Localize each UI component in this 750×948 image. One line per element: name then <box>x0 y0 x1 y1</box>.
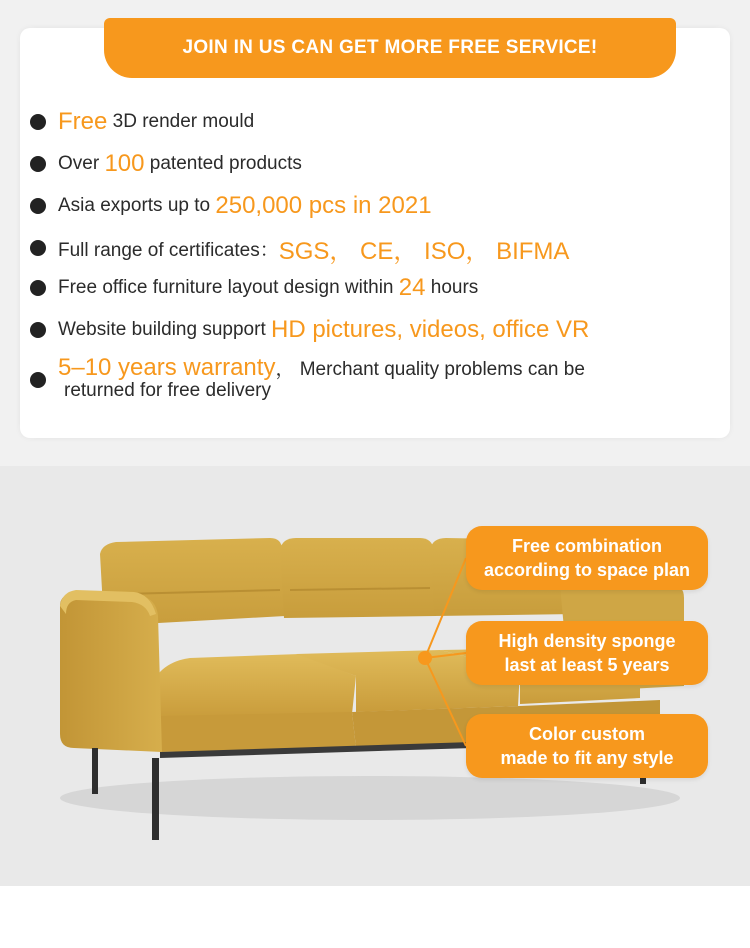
feature-item <box>30 354 585 414</box>
feature-text: patented products <box>144 153 302 174</box>
feature-highlight: Free <box>58 108 108 135</box>
feature-highlight: SGS， CE， ISO， BIFMA <box>278 237 570 265</box>
bullet-icon <box>30 198 46 214</box>
bottom-margin <box>0 886 750 948</box>
callout-line: High density sponge <box>498 631 676 651</box>
feature-text: 3D render mould <box>107 111 255 132</box>
feature-highlight: 100 <box>104 150 145 177</box>
callout-color <box>466 714 708 778</box>
callout-line: made to fit any style <box>500 748 674 768</box>
feature-item <box>30 104 254 140</box>
feature-highlight: 5–10 years warranty <box>58 354 276 381</box>
feature-text: Asia exports up to <box>58 195 216 216</box>
feature-item <box>30 186 432 226</box>
feature-text: hours <box>425 277 479 298</box>
feature-highlight: HD pictures, videos, office VR <box>271 316 590 343</box>
feature-highlight: 250,000 pcs in 2021 <box>215 192 432 219</box>
bullet-icon <box>30 156 46 172</box>
feature-text-continued: returned for free delivery <box>64 380 271 401</box>
feature-text: Website building support <box>58 319 271 340</box>
feature-text: Full range of certificates： <box>58 239 279 261</box>
banner-title: JOIN IN US CAN GET MORE FREE SERVICE! <box>182 37 598 58</box>
bullet-icon <box>30 372 46 388</box>
bullet-icon <box>30 114 46 130</box>
product-scene <box>0 466 750 886</box>
feature-text: ， Merchant quality problems can be <box>275 359 585 380</box>
callout-line: last at least 5 years <box>504 655 670 675</box>
bullet-icon <box>30 240 46 256</box>
callout-combination <box>466 526 708 590</box>
bullet-icon <box>30 322 46 338</box>
callout-line: Color custom <box>528 724 645 744</box>
bullet-icon <box>30 280 46 296</box>
feature-item <box>30 310 589 350</box>
feature-text: Over <box>58 153 105 174</box>
callout-line: Free combination <box>511 536 663 556</box>
feature-highlight: 24 <box>398 274 426 301</box>
feature-text: Free office furniture layout design within <box>58 277 399 298</box>
feature-item <box>30 270 478 306</box>
feature-item <box>30 146 302 182</box>
feature-item <box>30 228 569 268</box>
promo-banner <box>104 18 676 78</box>
callout-sponge <box>466 621 708 685</box>
callout-line: according to space plan <box>483 560 691 580</box>
